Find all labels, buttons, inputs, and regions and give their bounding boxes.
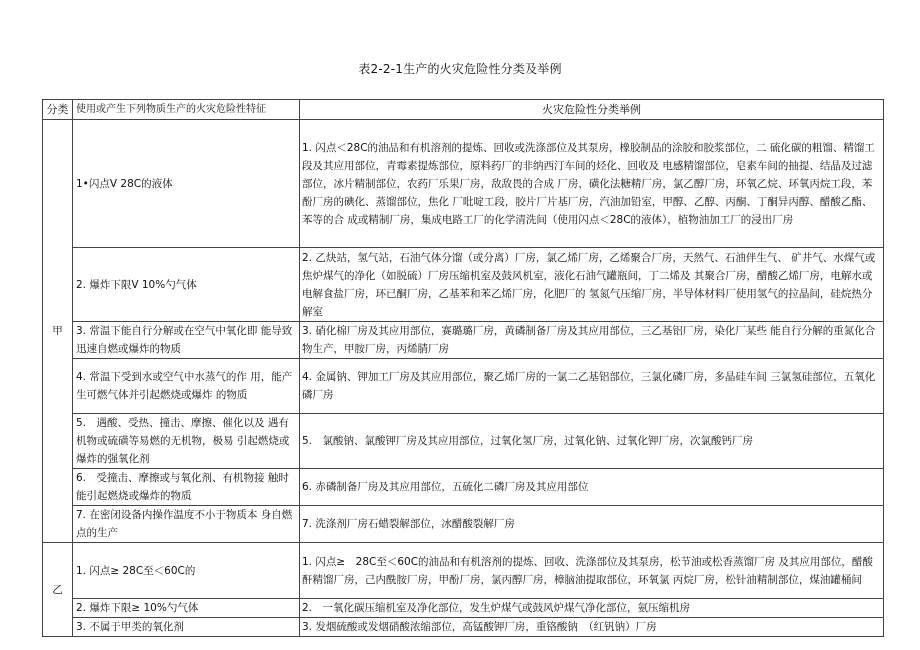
feature-cell: 2. 爆炸下限≥ 10%勺气体	[73, 599, 300, 618]
feature-cell: 1•闪点V 28C的液体	[73, 120, 300, 248]
feature-cell: 4. 常温下受到水或空气中水蒸气的作 用，能产生可燃气体并引起燃烧或爆炸 的物质	[73, 359, 300, 414]
feature-cell: 1. 闪点≥ 28C至＜60C的	[73, 543, 300, 599]
example-cell: 3. 硝化棉厂房及其应用部位，赛璐璐厂房，黄磷制备厂房及其应用部位，三乙基铝厂房，染化厂某些 能自行分解的重氮化合物生产，甲胺厂房，丙烯腈厂房	[300, 322, 884, 359]
feature-cell: 6. 受撞击、摩擦或与氧化剂、有机物接 触时能引起燃烧或爆炸的物质	[73, 469, 300, 506]
table-row	[43, 618, 884, 637]
table-row	[43, 414, 884, 469]
table-row	[43, 469, 884, 506]
table-row	[43, 248, 884, 322]
header-row	[43, 100, 884, 120]
example-cell: 6. 赤磷制备厂房及其应用部位，五硫化二磷厂房及其应用部位	[300, 469, 884, 506]
feature-cell: 3. 不属于甲类的氧化剂	[73, 618, 300, 637]
example-cell: 7. 洗涤剂厂房石蜡裂解部位，冰醋酸裂解厂房	[300, 506, 884, 543]
table-row	[43, 359, 884, 414]
fire-hazard-table	[42, 99, 884, 637]
table-row	[43, 322, 884, 359]
example-cell: 3. 发烟硫酸或发烟硝酸浓缩部位，高锰酸钾厂房，重铬酸钠 （红钒钠）厂房	[300, 618, 884, 637]
table-row	[43, 506, 884, 543]
example-cell: 4. 金属钠、钾加工厂房及其应用部位，聚乙烯厂房的一氯二乙基铝部位，三氯化磷厂房，多晶硅车间 三氯氢硅部位，五氧化磷厂房	[300, 359, 884, 414]
example-cell: 2. 乙炔站，氢气站，石油气体分馏（或分离）厂房，氯乙烯厂房，乙烯聚合厂房，天然气、石油伴生气、 矿井气、水煤气或焦炉煤气的净化（如脱硫）厂房压缩机室及鼓风机室，液化石油气罐瓶间，丁二烯及 其聚合厂房，醋酸乙烯厂房，电解水或电解食盐厂房，环已酮厂房，乙基苯和苯乙烯厂房，化肥厂的 氢氮气压缩厂房，半导体材料厂使用氢气的拉晶间，硅烷热分解室	[300, 248, 884, 322]
example-cell: 5. 氯酸钠、氯酸钾厂房及其应用部位，过氧化氢厂房，过氧化钠、过氧化钾厂房，次氯酸钙厂房	[300, 414, 884, 469]
header-examples: 火灾危险性分类举例	[300, 100, 884, 120]
example-cell: 2. 一氧化碳压缩机室及净化部位，发生炉煤气或鼓风炉煤气净化部位，氨压缩机房	[300, 599, 884, 618]
feature-cell: 3. 常温下能自行分解或在空气中氧化即 能导致迅速自燃或爆炸的物质	[73, 322, 300, 359]
header-feature: 使用或产生下列物质生产的火灾危险性特征	[73, 100, 300, 120]
example-cell: 1. 闪点＜28C的油品和有机溶剂的提炼、回收或洗涤部位及其泵房，橡胶制品的涂胶和胶浆部位，二 硫化碳的粗馏、精馏工段及其应用部位，青霉素提炼部位，原料药厂的非纳西汀车间的烃化、回收及 电感精馏部位，皂素车间的抽提、结晶及过滤部位，冰片精制部位，农药厂乐果厂房，敌敌畏的合成 厂房，磺化法糖精厂房，氯乙醇厂房，环氧乙烷、环氧丙烷工段，苯酚厂房的碘化、蒸馏部位，焦化 厂吡啶工段，胶片厂片基厂房，汽油加铅室，甲醇、乙醇、丙酮、丁酮异丙醇、醋酸乙酯、苯等的合 成或精制厂房，集成电路工厂的化学清洗间（使用闪点＜28C的液体），植物油加工厂的浸出厂房	[300, 120, 884, 248]
example-cell: 1. 闪点≥ 28C至＜60C的油品和有机溶剂的提炼、回收、洗涤部位及其泵房，松节油或松香蒸馏厂房 及其应用部位，醋酸酐精馏厂房，己内酰胺厂房，甲酚厂房，氯丙醇厂房，樟脑油提取部位，环氧氯 丙烷厂房，松针油精制部位，煤油罐桶间	[300, 543, 884, 599]
feature-cell: 2. 爆炸下限V 10%勺气体	[73, 248, 300, 322]
table-row	[43, 120, 884, 248]
category-cell-yi: 乙	[43, 543, 73, 637]
feature-cell: 7. 在密闭设备内操作温度不小于物质本 身自燃点的生产	[73, 506, 300, 543]
header-category: 分类	[43, 100, 73, 120]
feature-cell: 5. 遇酸、受热、撞击、摩擦、催化以及 遇有机物或硫磺等易燃的无机物，极易 引起燃烧或爆炸的强氧化剂	[73, 414, 300, 469]
category-cell-jia: 甲	[43, 120, 73, 543]
table-title: 表2-2-1生产的火灾危险性分类及举例	[358, 62, 562, 76]
table-row	[43, 599, 884, 618]
table-row	[43, 543, 884, 599]
